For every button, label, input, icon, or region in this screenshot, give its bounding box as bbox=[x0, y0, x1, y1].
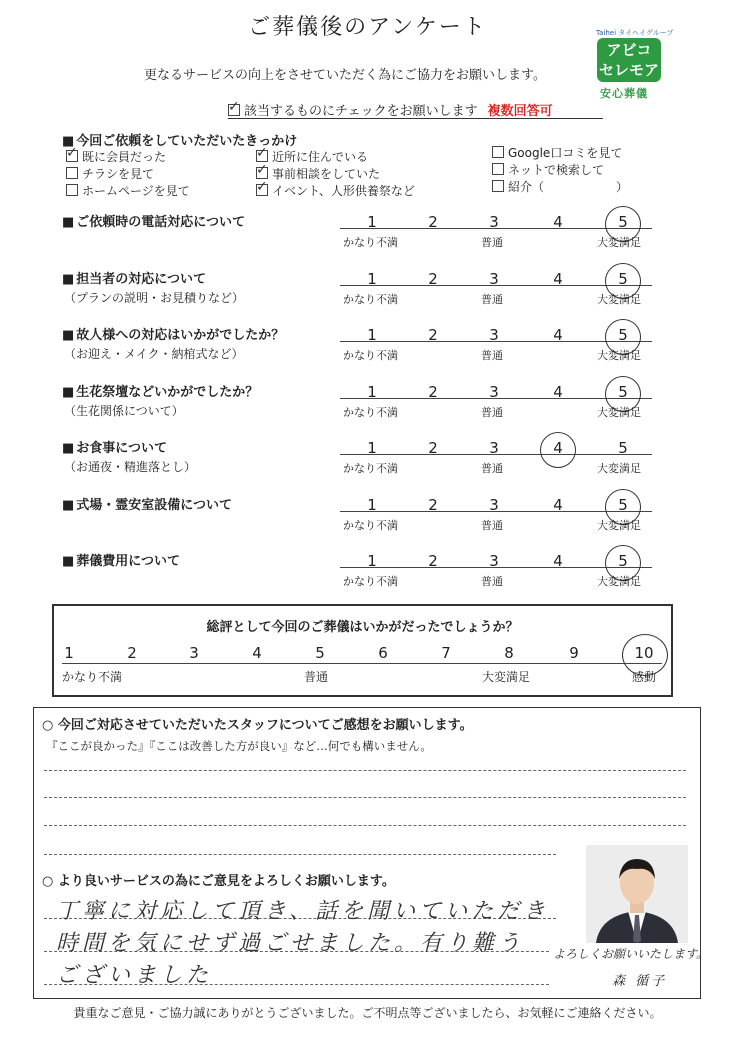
overall-label-top: 感動 bbox=[632, 670, 657, 684]
rating-option-5[interactable]: 5 bbox=[618, 552, 628, 570]
reason-option[interactable]: ホームページを見て bbox=[66, 182, 190, 199]
writing-line[interactable] bbox=[44, 797, 686, 798]
scale-label-low: かなり不満 bbox=[343, 349, 398, 362]
scale-label-low: かなり不満 bbox=[343, 575, 398, 588]
scale-label-low: かなり不満 bbox=[343, 462, 398, 475]
checkbox-icon[interactable] bbox=[492, 146, 504, 158]
staff-signature: 森 循子 bbox=[612, 974, 668, 989]
rating-option-2[interactable]: 2 bbox=[428, 382, 438, 401]
checkbox-icon[interactable] bbox=[492, 180, 504, 192]
rating-option-1[interactable]: 1 bbox=[367, 382, 377, 401]
rating-option-2[interactable]: 2 bbox=[428, 213, 438, 231]
question-subtitle: （お迎え・メイク・納棺式など） bbox=[64, 347, 244, 361]
rating-option-4[interactable]: 4 bbox=[553, 439, 563, 457]
reason-option[interactable]: ✓近所に住んでいる bbox=[256, 148, 368, 165]
overall-scale-line bbox=[62, 663, 662, 664]
staff-question-hint: 『ここが良かった』『ここは改善した方が良い』など…何でも構いません。 bbox=[46, 739, 432, 753]
scale-label-high: 大変満足 bbox=[597, 292, 641, 306]
rating-option-5[interactable]: 5 bbox=[618, 269, 628, 288]
reason-option[interactable]: ✓事前相談をしていた bbox=[256, 165, 380, 182]
reason-option[interactable]: チラシを見て bbox=[66, 165, 154, 182]
rating-option-2[interactable]: 2 bbox=[428, 326, 438, 344]
scale-label-low: かなり不満 bbox=[343, 236, 398, 249]
scale-label-high: 大変満足 bbox=[597, 575, 641, 588]
rating-option-5[interactable]: 5 bbox=[618, 382, 628, 401]
overall-option-7[interactable]: 7 bbox=[441, 644, 451, 662]
rating-option-1[interactable]: 1 bbox=[367, 552, 377, 570]
multiple-answers-note: 複数回答可 bbox=[487, 104, 553, 119]
rating-option-2[interactable]: 2 bbox=[428, 495, 438, 514]
checkbox-icon[interactable] bbox=[256, 167, 268, 179]
rating-option-4[interactable]: 4 bbox=[553, 552, 563, 570]
overall-option-3[interactable]: 3 bbox=[189, 644, 199, 662]
rating-option-3[interactable]: 3 bbox=[489, 382, 499, 401]
question-subtitle: （お通夜・精進落とし） bbox=[64, 460, 197, 474]
scale-label-low: かなり不満 bbox=[343, 405, 398, 419]
instruction-underline bbox=[228, 118, 603, 119]
rating-option-4[interactable]: 4 bbox=[553, 495, 563, 514]
question-title: ■ 式場・霊安室設備について bbox=[62, 494, 232, 513]
rating-option-4[interactable]: 4 bbox=[553, 382, 563, 401]
rating-option-4[interactable]: 4 bbox=[553, 269, 563, 288]
checkbox-icon[interactable] bbox=[66, 167, 78, 179]
staff-question-title: ○ 今回ご対応させていただいたスタッフについてご感想をお願いします。 bbox=[42, 718, 473, 733]
overall-label-mid: 普通 bbox=[304, 670, 329, 684]
reason-section-title: ■ 今回ご依頼をしていただいたきっかけ bbox=[62, 130, 297, 149]
scale-label-high: 大変満足 bbox=[597, 405, 641, 419]
opinion-question-title: ○ より良いサービスの為にご意見をよろしくお願いします。 bbox=[42, 874, 395, 889]
page-title: ご葬儀後のアンケート bbox=[248, 15, 487, 40]
scale-label-low: かなり不満 bbox=[343, 518, 398, 532]
footer-thanks: 貴重なご意見・ご協力誠にありがとうございました。ご不明点等ございましたら、お気軽にご連絡ください。 bbox=[73, 1006, 662, 1020]
question-title: ■ 葬儀費用について bbox=[62, 550, 180, 569]
question-title: ■ 担当者の対応について bbox=[62, 268, 206, 287]
overall-rating-box bbox=[52, 604, 673, 697]
scale-label-mid: 普通 bbox=[481, 405, 503, 419]
rating-option-3[interactable]: 3 bbox=[489, 495, 499, 514]
question-title: ■ ご依頼時の電話対応について bbox=[62, 211, 245, 230]
reason-option[interactable]: 紹介（ ） bbox=[492, 178, 628, 195]
rating-option-1[interactable]: 1 bbox=[367, 439, 377, 457]
overall-option-4[interactable]: 4 bbox=[252, 644, 262, 662]
rating-option-4[interactable]: 4 bbox=[553, 326, 563, 344]
writing-line[interactable] bbox=[44, 825, 686, 826]
scale-label-mid: 普通 bbox=[481, 462, 503, 475]
overall-option-6[interactable]: 6 bbox=[378, 644, 388, 662]
overall-label-low: かなり不満 bbox=[62, 670, 123, 684]
logo-group-name: Taihei タイヘイグループ bbox=[596, 29, 674, 37]
scale-label-high: 大変満足 bbox=[597, 518, 641, 532]
scale-label-mid: 普通 bbox=[481, 236, 503, 249]
question-title: ■ 生花祭壇などいかがでしたか？ bbox=[62, 381, 258, 400]
staff-photo bbox=[586, 845, 688, 943]
checkbox-icon[interactable] bbox=[66, 184, 78, 196]
rating-option-5[interactable]: 5 bbox=[618, 439, 628, 457]
selected-rating-circle bbox=[540, 432, 576, 468]
rating-option-1[interactable]: 1 bbox=[367, 326, 377, 344]
checkbox-icon[interactable] bbox=[256, 150, 268, 162]
rating-option-2[interactable]: 2 bbox=[428, 269, 438, 288]
scale-label-low: かなり不満 bbox=[343, 292, 398, 306]
logo-line1: アビコ bbox=[606, 41, 652, 59]
handwritten-comment-line: 時間を気にせず過ごせました。有り難う bbox=[56, 931, 525, 956]
rating-option-5[interactable]: 5 bbox=[618, 495, 628, 514]
rating-option-3[interactable]: 3 bbox=[489, 552, 499, 570]
writing-line[interactable] bbox=[44, 854, 556, 855]
checkbox-icon[interactable] bbox=[256, 184, 268, 196]
question-subtitle: （生花関係について） bbox=[64, 403, 184, 418]
rating-option-5[interactable]: 5 bbox=[618, 326, 628, 344]
staff-portrait-icon bbox=[586, 845, 688, 943]
rating-option-1[interactable]: 1 bbox=[367, 269, 377, 288]
checkbox-icon[interactable] bbox=[492, 163, 504, 175]
reason-option[interactable]: ネットで検索して bbox=[492, 161, 604, 178]
scale-label-high: 大変満足 bbox=[597, 236, 641, 249]
rating-option-3[interactable]: 3 bbox=[489, 439, 499, 457]
check-instruction bbox=[228, 100, 553, 119]
rating-option-2[interactable]: 2 bbox=[428, 552, 438, 570]
rating-option-4[interactable]: 4 bbox=[553, 213, 563, 231]
handwritten-comment-line: 丁寧に対応して頂き、話を聞いていただき bbox=[56, 899, 550, 924]
instruction-text: 該当するものにチェックをお願いします bbox=[244, 104, 478, 119]
logo-tagline: 安心葬儀 bbox=[600, 87, 648, 100]
overall-option-9[interactable]: 9 bbox=[569, 644, 579, 662]
overall-option-2[interactable]: 2 bbox=[127, 644, 137, 662]
scale-label-high: 大変満足 bbox=[597, 462, 641, 475]
scale-label-high: 大変満足 bbox=[597, 349, 641, 362]
rating-option-3[interactable]: 3 bbox=[489, 326, 499, 344]
writing-line[interactable] bbox=[44, 770, 686, 771]
checkbox-icon bbox=[228, 104, 240, 116]
overall-option-10[interactable]: 10 bbox=[634, 644, 654, 662]
rating-option-3[interactable]: 3 bbox=[489, 213, 499, 231]
question-subtitle: （プランの説明・お見積りなど） bbox=[64, 290, 245, 305]
staff-greeting: よろしくお願いいたします。 bbox=[553, 947, 709, 961]
overall-title: 総評として今回のご葬儀はいかがだったでしょうか？ bbox=[206, 620, 519, 635]
scale-label-mid: 普通 bbox=[481, 349, 503, 362]
rating-option-5[interactable]: 5 bbox=[618, 213, 628, 231]
page-subtitle: 更なるサービスの向上をさせていただく為にご協力をお願いします。 bbox=[144, 68, 546, 83]
rating-option-2[interactable]: 2 bbox=[428, 439, 438, 457]
overall-option-1[interactable]: 1 bbox=[64, 644, 74, 662]
overall-option-5[interactable]: 5 bbox=[315, 644, 325, 662]
reason-option[interactable]: ✓イベント、人形供養祭など bbox=[256, 182, 415, 199]
company-logo bbox=[597, 38, 661, 82]
handwritten-comment-line: ございました bbox=[56, 963, 213, 988]
rating-option-1[interactable]: 1 bbox=[367, 213, 377, 231]
overall-label-high: 大変満足 bbox=[482, 670, 531, 684]
scale-label-mid: 普通 bbox=[481, 575, 503, 588]
reason-option[interactable]: ✓既に会員だった bbox=[66, 148, 166, 165]
rating-option-3[interactable]: 3 bbox=[489, 269, 499, 288]
question-title: ■ 故人様への対応はいかがでしたか？ bbox=[62, 324, 284, 343]
rating-option-1[interactable]: 1 bbox=[367, 495, 377, 514]
overall-option-8[interactable]: 8 bbox=[504, 644, 514, 662]
question-title: ■ お食事について bbox=[62, 437, 167, 456]
reason-option[interactable]: Google口コミを見て bbox=[492, 144, 622, 161]
scale-label-mid: 普通 bbox=[481, 518, 503, 532]
scale-label-mid: 普通 bbox=[481, 292, 503, 306]
logo-line2: セレモア bbox=[598, 61, 659, 79]
checkbox-icon[interactable] bbox=[66, 150, 78, 162]
